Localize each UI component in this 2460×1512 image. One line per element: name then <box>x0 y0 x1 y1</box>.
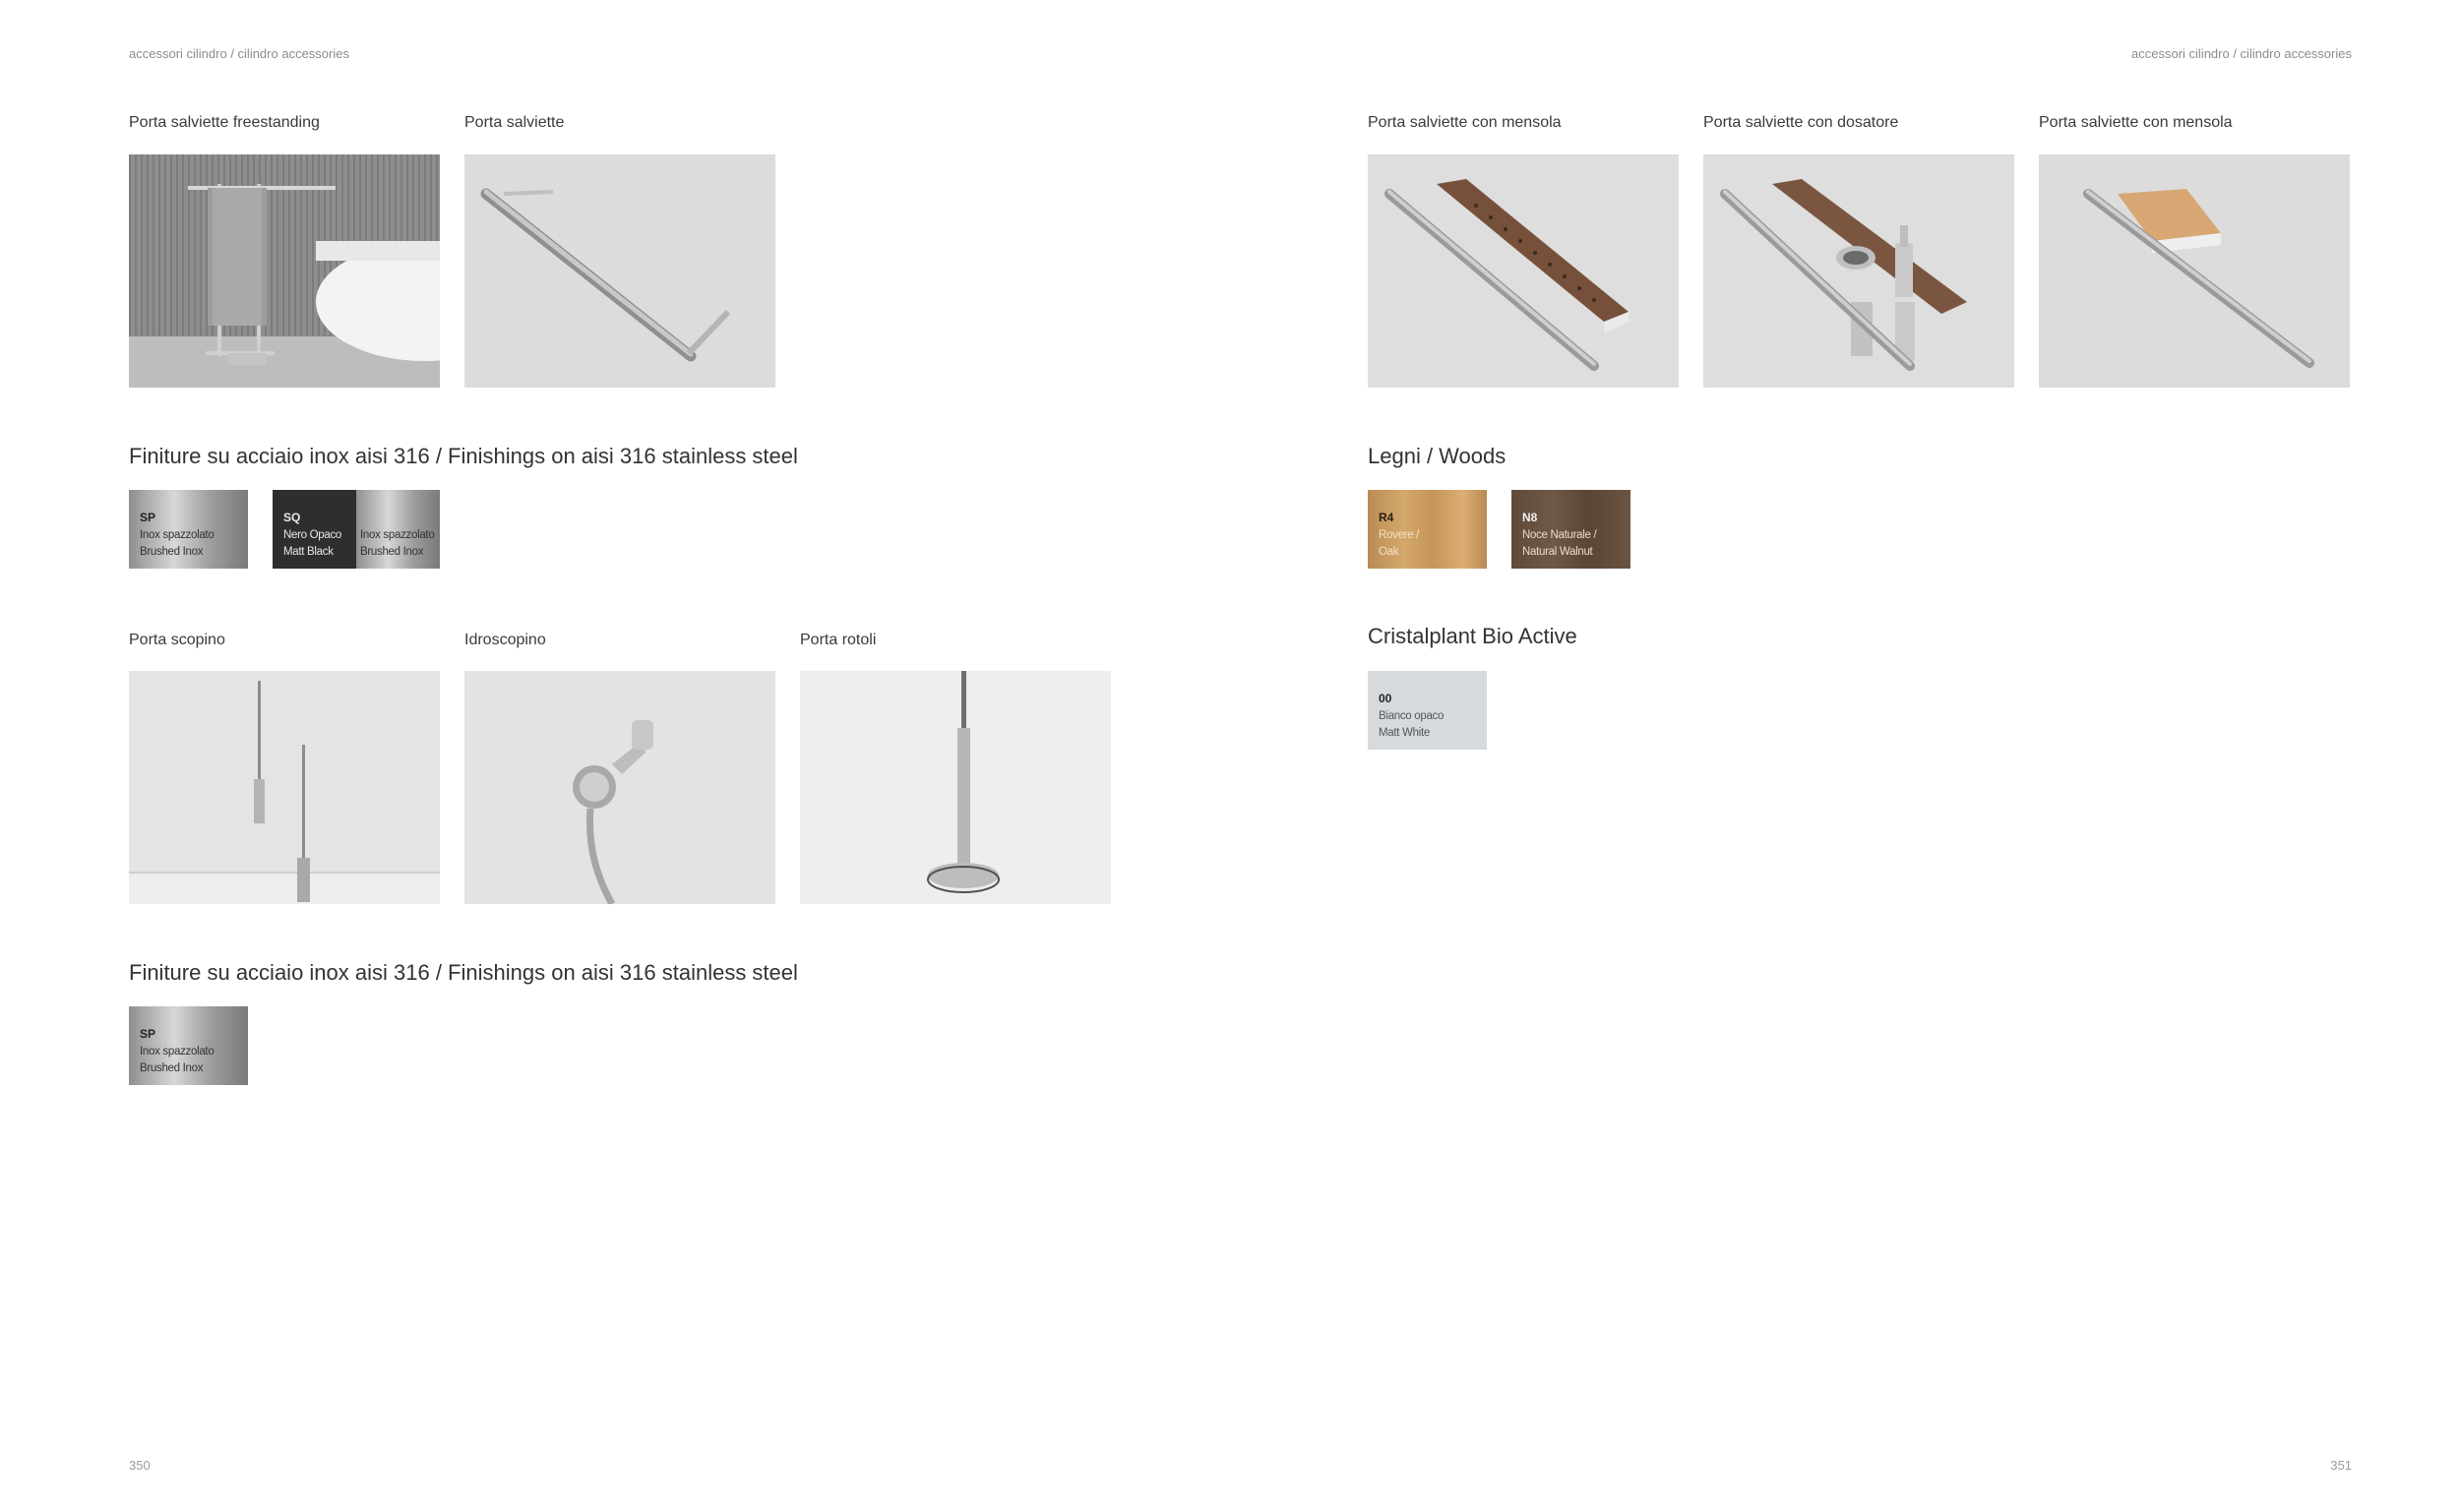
product-label-towel-bar: Porta salviette <box>464 114 565 131</box>
cristalplant-title: Cristalplant Bio Active <box>1368 624 1577 648</box>
swatch-name-it: Nero Opaco <box>283 529 342 541</box>
left-page-number: 350 <box>129 1458 151 1473</box>
swatch-code: SP <box>140 511 156 524</box>
swatch-name-it: Inox spazzolato <box>140 529 215 541</box>
swatch-name-it: Noce Naturale / <box>1522 529 1597 541</box>
swatch-name-en: Natural Walnut <box>1522 546 1593 558</box>
swatch-name-en: Matt Black <box>283 546 334 558</box>
product-label-idroscopino: Idroscopino <box>464 632 546 648</box>
product-label-shelf-oak: Porta salviette con mensola <box>2039 114 2233 131</box>
swatch-sq-matt-black-inox[interactable] <box>273 490 440 569</box>
swatch-name-en: Brushed Inox <box>140 546 204 558</box>
swatch-code: 00 <box>1379 692 1392 705</box>
product-label-brush-holder: Porta scopino <box>129 632 225 648</box>
swatch-n8-walnut[interactable] <box>1511 490 1630 569</box>
product-label-roll-holder: Porta rotoli <box>800 632 877 648</box>
swatch-00-matt-white[interactable] <box>1368 671 1487 750</box>
swatch-name-it: Inox spazzolato <box>360 529 435 541</box>
towel-bar-soap-dispenser-photo <box>1703 154 2014 388</box>
toilet-roll-holder-photo <box>800 671 1111 904</box>
swatch-r4-oak[interactable] <box>1368 490 1487 569</box>
left-page-header: accessori cilindro / cilindro accessories <box>129 46 349 61</box>
finishes-title-1: Finiture su acciaio inox aisi 316 / Finishings on aisi 316 stainless steel <box>129 444 798 468</box>
finishes-title-2: Finiture su acciaio inox aisi 316 / Finishings on aisi 316 stainless steel <box>129 960 798 985</box>
woods-title: Legni / Woods <box>1368 444 1507 468</box>
towel-bar-walnut-shelf-photo <box>1368 154 1679 388</box>
swatch-name-en: Brushed Inox <box>140 1062 204 1074</box>
freestanding-towel-rack-photo <box>129 154 440 388</box>
towel-bar-oak-shelf-photo <box>2039 154 2350 388</box>
swatch-code: SQ <box>283 511 301 524</box>
product-label-dispenser: Porta salviette con dosatore <box>1703 114 1899 131</box>
swatch-name-en: Oak <box>1379 546 1399 558</box>
product-label-shelf-walnut: Porta salviette con mensola <box>1368 114 1562 131</box>
swatch-sp-brushed-inox-2[interactable] <box>129 1006 248 1085</box>
right-page-header: accessori cilindro / cilindro accessories <box>2131 46 2352 61</box>
swatch-name-it: Rovere / <box>1379 529 1420 541</box>
bidet-shower-photo <box>464 671 775 904</box>
swatch-code: SP <box>140 1027 156 1041</box>
swatch-name-it: Bianco opaco <box>1379 710 1445 722</box>
swatch-name-it: Inox spazzolato <box>140 1046 215 1058</box>
swatch-name-en: Brushed Inox <box>360 546 424 558</box>
toilet-brush-holder-photo <box>129 671 440 904</box>
swatch-name-en: Matt White <box>1379 727 1430 739</box>
swatch-code: R4 <box>1379 511 1394 524</box>
swatch-sp-brushed-inox[interactable] <box>129 490 248 569</box>
product-label-freestanding: Porta salviette freestanding <box>129 114 320 131</box>
towel-bar-photo <box>464 154 775 388</box>
swatch-code: N8 <box>1522 511 1538 524</box>
right-page-number: 351 <box>2330 1458 2352 1473</box>
